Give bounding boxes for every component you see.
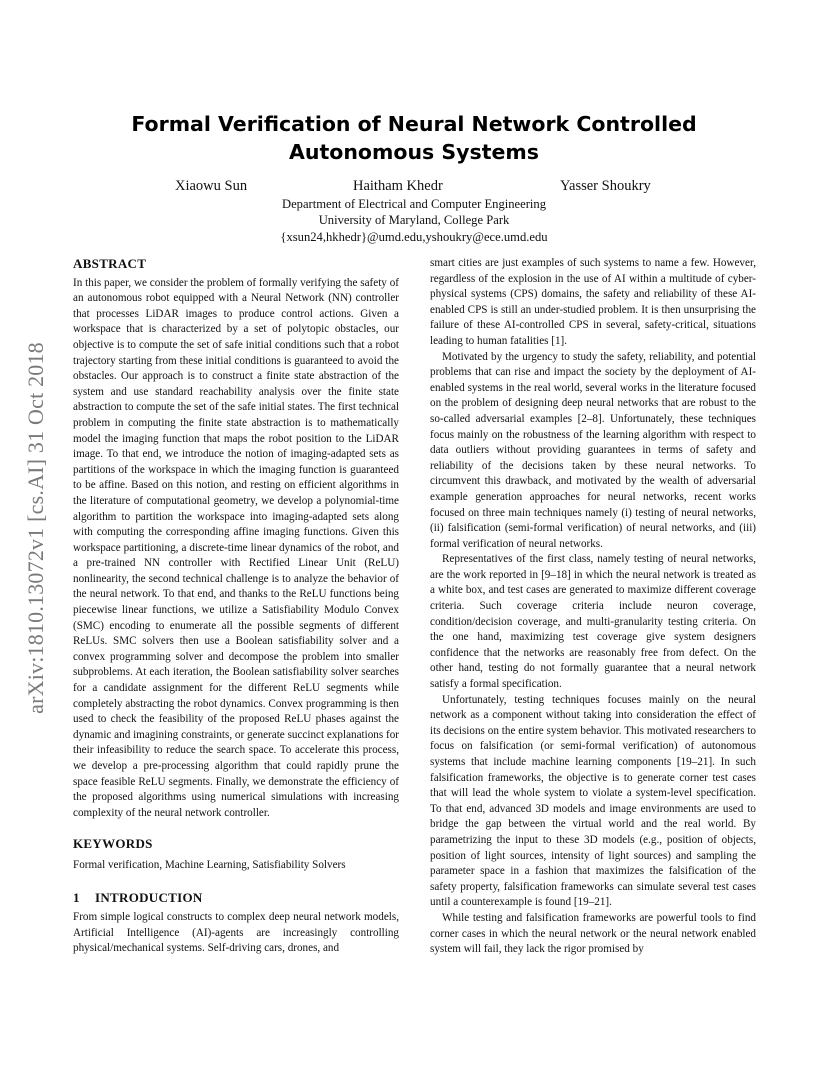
title-line-1: Formal Verification of Neural Network Controlled bbox=[131, 112, 697, 136]
author-2: Haitham Khedr bbox=[353, 178, 443, 194]
left-column bbox=[73, 256, 399, 957]
arxiv-stamp-text: arXiv:1810.13072v1 [cs.AI] 31 Oct 2018 bbox=[23, 342, 48, 714]
abstract-heading: ABSTRACT bbox=[73, 256, 147, 271]
intro-paragraph-2: Motivated by the urgency to study the safety, reliability, and potential problems that can rise and impact the society by the deployment of AI-enabled systems in the real world, several works in the literature focused on the problem of designing deep neural networks that are robust to the so-called adversarial examples [2–8]. Unfortunately, these techniques focus mainly on the robustness of the learning algorithm with respect to data outliers without providing guarantees in terms of safety and reliability of the decisions taken by these neural networks. To circumvent this drawback, and motivated by the wealth of adversarial example generation approaches for neural networks, recent works focused on three main techniques namely (i) testing of neural networks, (ii) falsification (semi-formal verification) of neural networks, and (iii) formal verification of neural networks. bbox=[430, 350, 756, 550]
introduction-heading bbox=[73, 890, 399, 906]
affiliation-department: Department of Electrical and Computer Engineering bbox=[281, 197, 547, 211]
intro-paragraph-3: Representatives of the first class, namely testing of neural networks, are the work reported in [9–18] in which the neural network is treated as a white box, and test cases are generated to maximize different coverage criteria. Such coverage criteria include neuron coverage, condition/decision coverage, and multi-granularity testing criteria. On the one hand, maximizing test coverage give system designers confidence that the networks are reasonably free from defect. On the other hand, testing do not formally guarantee that a neural network satisfy a formal specification. bbox=[430, 553, 756, 691]
affiliation bbox=[0, 196, 828, 245]
affiliation-email: {xsun24,hkhedr}@umd.edu,yshoukry@ece.umd.edu bbox=[280, 229, 548, 244]
keywords-heading: KEYWORDS bbox=[73, 836, 153, 852]
author-3: Yasser Shoukry bbox=[560, 178, 651, 194]
right-column bbox=[430, 256, 756, 958]
intro-paragraph-1-cont: smart cities are just examples of such systems to name a few. However, regardless of the explosion in the use of AI within a multitude of cyber-physical systems (CPS) domains, the safety and reliability of these AI-enabled CPS is still an under-studied problem. It is then unsurprising the failure of these AI-controlled CPS in several, safety-critical, situations leading to human fatalities [1]. bbox=[430, 257, 756, 347]
abstract-text: In this paper, we consider the problem of formally verifying the safety of an autonomous robot equipped with a Neural Network (NN) controller that processes LiDAR images to produce control actions. Given a workspace that is characterized by a set of polytopic obstacles, our objective is to compute the set of safe initial conditions such that a robot trajectory starting from these initial conditions is guaranteed to avoid the obstacles. Our approach is to construct a finite state abstraction of the system and use standard reachability analysis over the finite state abstraction to compute the set of the safe initial states. The first technical problem in computing the finite state abstraction is to mathematically model the imaging function that maps the robot position to the LiDAR image. To that end, we introduce the notion of imaging-adapted sets as partitions of the workspace in which the imaging function is guaranteed to be affine. Based on this notion, and resting on efficient algorithms in the literature of computational geometry, we develop a polynomial-time algorithm to partition the workspace into imaging-adapted sets along with computing the corresponding affine imaging functions. Given this workspace partitioning, a discrete-time linear dynamics of the robot, and a pre-trained NN controller with Rectified Linear Unit (ReLU) nonlinearity, the second technical challenge is to analyze the behavior of the neural network. To that end, and thanks to the ReLU functions being piecewise linear functions, we utilize a Satisfiability Modulo Convex (SMC) encoding to enumerate all the possible segments of different ReLUs. SMC solvers then use a Boolean satisfiability solver and a convex programming solver and decompose the problem into smaller subproblems. At each iteration, the Boolean satisfiability solver searches for a candidate assignment for the different ReLU segments while completely abstracting the robot dynamics. Convex programming is then used to check the feasibility of the proposed ReLU phases against the dynamic and imagining constraints, or generate succinct explanations for their infeasibility to reduce the search space. To accelerate this process, we develop a pre-processing algorithm that could rapidly prune the space feasible ReLU segments. Finally, we demonstrate the efficiency of the proposed algorithms using numerical simulations with increasing complexity of the neural network controller. bbox=[73, 276, 399, 819]
section-title: INTRODUCTION bbox=[95, 889, 203, 905]
intro-paragraph-5: While testing and falsification frameworks are powerful tools to find corner cases in which the neural network or the neural network enabled system will fail, they lack the rigor promised by bbox=[430, 911, 756, 956]
section-number: 1 bbox=[73, 889, 80, 905]
title-line-2: Autonomous Systems bbox=[289, 140, 539, 164]
intro-paragraph-4: Unfortunately, testing techniques focuses mainly on the neural network as a component without taking into consideration the effect of its decisions on the entire system behavior. This motivated researchers to focus on falsification (or semi-formal verification) of autonomous systems that include machine learning components [19–21]. In such falsification frameworks, the objective is to generate corner test cases that will lead the whole system to violate a system-level specification. To that end, advanced 3D models and image environments are used to bridge the gap between the virtual world and the real world. By parametrizing the input to these 3D models (e.g., position of objects, position of light sources, intensity of light sources) and sampling the parameter space in a fashion that maximizes the falsification of the safety property, falsification frameworks can simulate several test cases until a counterexample is found [19–21]. bbox=[430, 693, 756, 909]
paper-title bbox=[0, 110, 828, 166]
author-1: Xiaowu Sun bbox=[175, 178, 248, 194]
intro-paragraph-1-start: From simple logical constructs to complex deep neural network models, Artificial Intelligence (AI)-agents are increasingly controlling physical/mechanical systems. Self-driving cars, drones, and bbox=[73, 911, 399, 955]
arxiv-stamp bbox=[22, 298, 50, 758]
keywords-text: Formal verification, Machine Learning, Satisfiability Solvers bbox=[73, 858, 346, 871]
affiliation-university: University of Maryland, College Park bbox=[318, 213, 510, 228]
